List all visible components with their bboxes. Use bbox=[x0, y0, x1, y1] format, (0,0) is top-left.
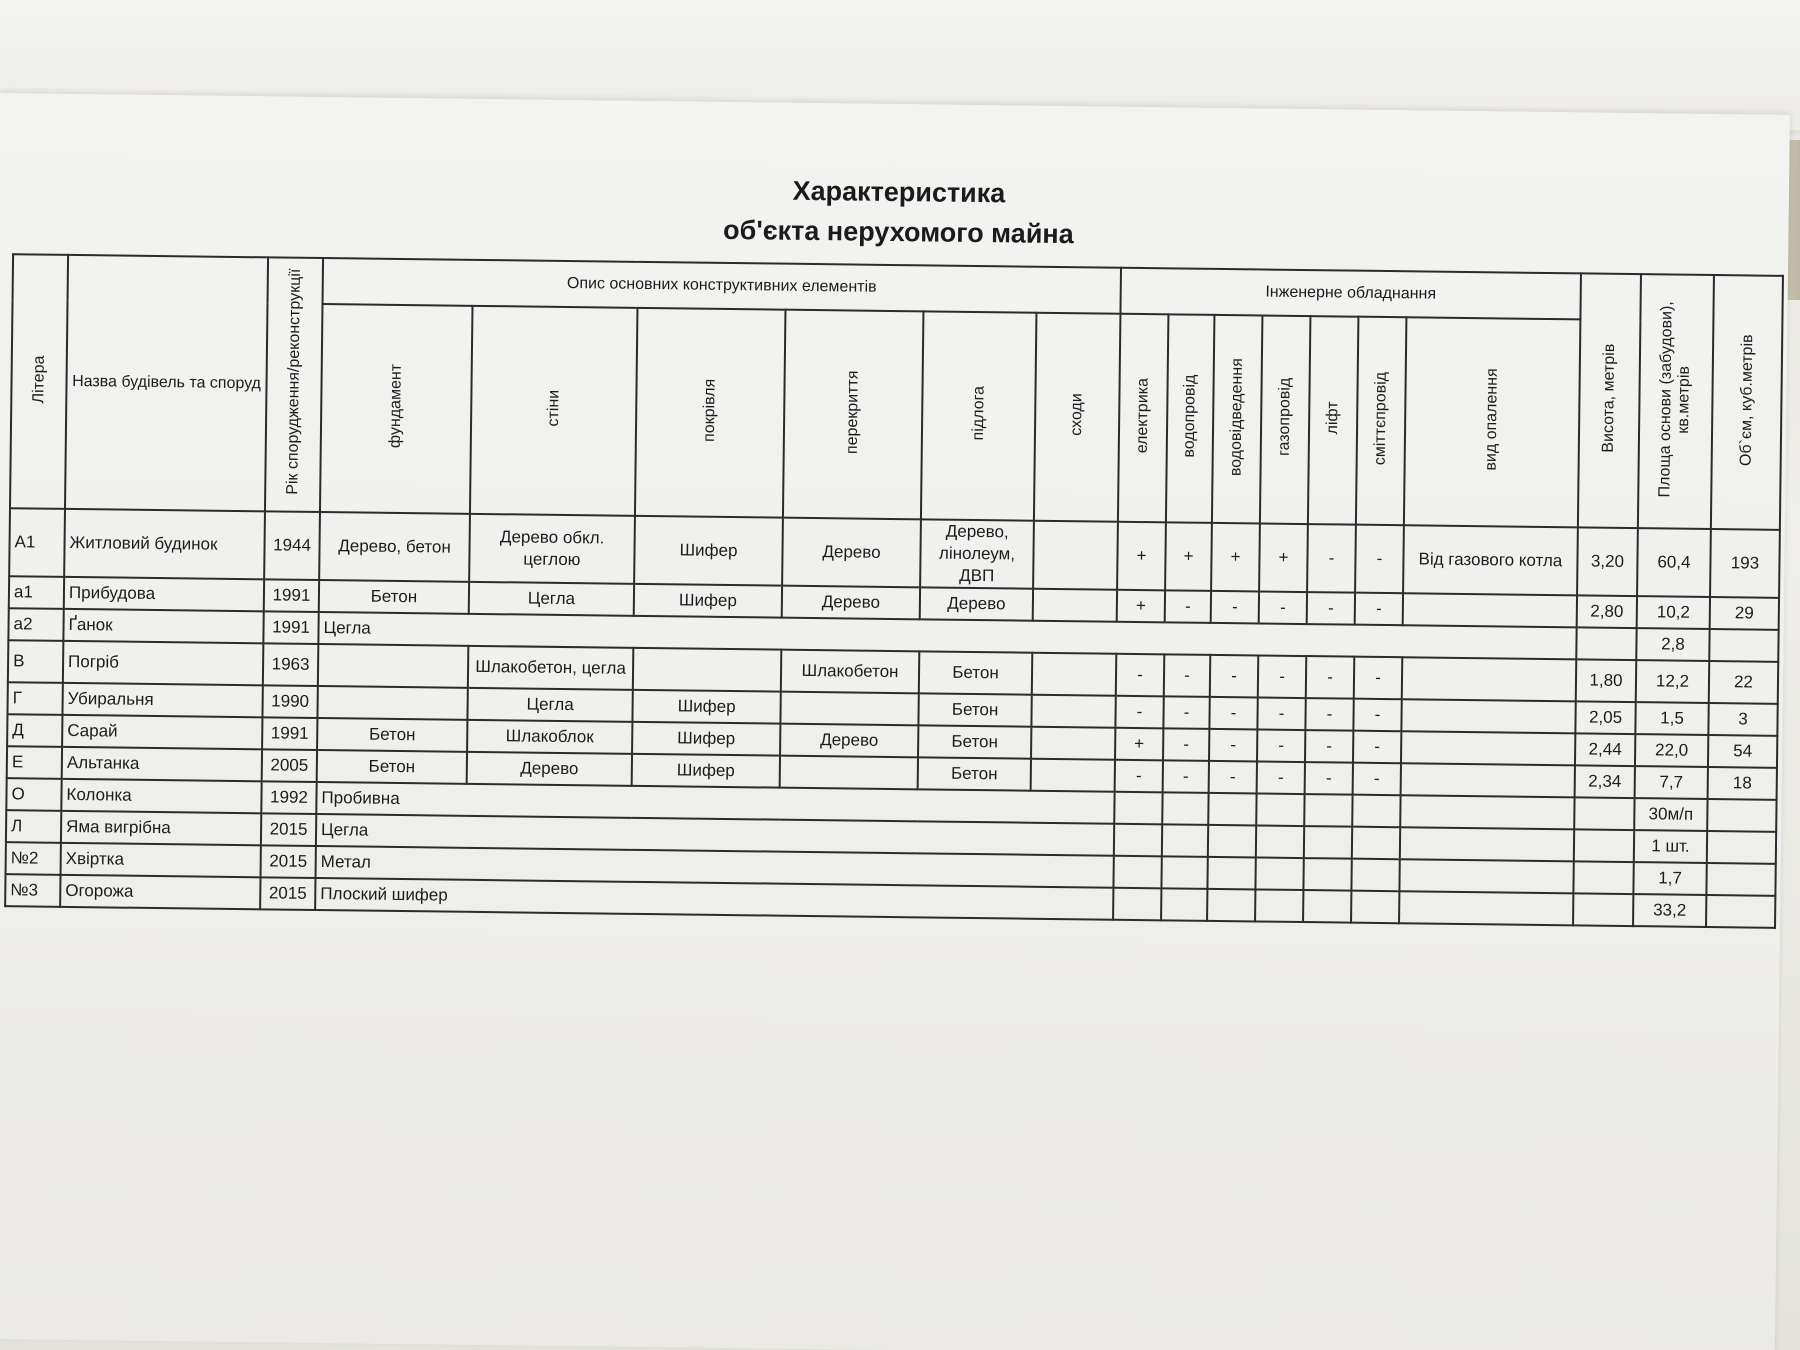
cell-floor: Бетон bbox=[918, 757, 1031, 790]
cell-height: 1,80 bbox=[1576, 659, 1637, 702]
header-lift: ліфт bbox=[1308, 316, 1359, 525]
cell-empty bbox=[1161, 856, 1207, 889]
cell-merged-description: Метал bbox=[316, 846, 1114, 888]
cell-name: Житловий будинок bbox=[64, 509, 265, 579]
cell-garbage: - bbox=[1355, 525, 1404, 594]
cell-water: - bbox=[1163, 728, 1209, 761]
cell-empty bbox=[1399, 891, 1573, 925]
cell-year: 2005 bbox=[262, 749, 317, 782]
cell-stairs bbox=[1031, 727, 1115, 760]
cell-water: - bbox=[1163, 696, 1209, 729]
header-heating: вид опалення bbox=[1404, 317, 1581, 527]
cell-stairs bbox=[1033, 521, 1118, 590]
cell-empty bbox=[1256, 793, 1304, 826]
cell-ceiling: Дерево bbox=[780, 724, 918, 758]
cell-litera: а2 bbox=[8, 608, 63, 641]
cell-name: Хвіртка bbox=[61, 843, 261, 877]
cell-empty bbox=[1400, 827, 1574, 861]
cell-merged-description: Плоский шифер bbox=[315, 878, 1113, 920]
cell-floor: Бетон bbox=[918, 693, 1031, 726]
cell-empty bbox=[1114, 792, 1162, 825]
cell-year: 2015 bbox=[261, 845, 316, 878]
cell-roof: Шифер bbox=[632, 754, 780, 788]
cell-sewer: - bbox=[1209, 761, 1257, 794]
cell-year: 2015 bbox=[260, 877, 315, 910]
cell-volume bbox=[1707, 799, 1776, 832]
cell-area: 1,5 bbox=[1635, 702, 1708, 735]
cell-empty bbox=[1256, 825, 1304, 858]
cell-litera: О bbox=[6, 778, 61, 811]
header-floor: підлога bbox=[921, 311, 1037, 520]
cell-year: 1991 bbox=[264, 579, 319, 612]
cell-area: 33,2 bbox=[1633, 894, 1706, 927]
cell-name: Яма вигрібна bbox=[61, 811, 261, 845]
header-walls: стіни bbox=[470, 306, 638, 516]
cell-litera: Л bbox=[6, 810, 61, 843]
cell-empty bbox=[1304, 794, 1352, 827]
cell-empty bbox=[1113, 888, 1161, 921]
cell-lift: - bbox=[1307, 524, 1356, 593]
cell-empty bbox=[1207, 857, 1255, 890]
cell-litera: В bbox=[8, 640, 64, 683]
cell-area: 30м/п bbox=[1634, 798, 1707, 831]
cell-empty bbox=[1255, 857, 1303, 890]
cell-gas: + bbox=[1259, 523, 1308, 592]
header-construct-group: Опис основних конструктивних елементів bbox=[323, 258, 1122, 314]
document-page bbox=[0, 93, 1790, 1350]
cell-litera: Г bbox=[7, 682, 62, 715]
cell-garbage: - bbox=[1355, 593, 1403, 626]
cell-stairs bbox=[1031, 759, 1115, 792]
cell-floor: Бетон bbox=[918, 725, 1031, 758]
cell-area: 12,2 bbox=[1636, 660, 1710, 703]
cell-height: 2,34 bbox=[1575, 765, 1635, 798]
cell-electric: - bbox=[1116, 654, 1165, 697]
cell-sewer: - bbox=[1210, 655, 1259, 698]
header-year: Рік спорудження/реконструкції bbox=[265, 257, 323, 512]
cell-walls: Шлакоблок bbox=[467, 720, 632, 754]
cell-sewer: + bbox=[1211, 523, 1260, 592]
cell-garbage: - bbox=[1353, 699, 1401, 732]
cell-empty bbox=[1208, 825, 1256, 858]
cell-heating bbox=[1403, 593, 1577, 627]
cell-empty bbox=[1351, 859, 1399, 892]
cell-litera: №2 bbox=[6, 842, 61, 875]
cell-lift: - bbox=[1305, 698, 1353, 731]
cell-year: 1991 bbox=[262, 717, 317, 750]
cell-water: - bbox=[1164, 654, 1211, 697]
cell-merged-description: Цегла bbox=[316, 814, 1114, 856]
header-ceiling: перекриття bbox=[783, 310, 924, 520]
cell-year: 2015 bbox=[261, 813, 316, 846]
cell-floor: Бетон bbox=[919, 651, 1033, 694]
cell-roof: Шифер bbox=[632, 690, 780, 724]
cell-area: 22,0 bbox=[1635, 734, 1708, 767]
cell-heating bbox=[1401, 763, 1575, 797]
cell-sewer: - bbox=[1209, 697, 1257, 730]
cell-roof: Шифер bbox=[634, 584, 782, 618]
header-water: водопровід bbox=[1166, 314, 1215, 523]
cell-roof: Шифер bbox=[634, 516, 783, 586]
cell-foundation: Бетон bbox=[317, 718, 467, 752]
cell-empty bbox=[1351, 891, 1399, 924]
cell-year: 1992 bbox=[261, 781, 316, 814]
cell-gas: - bbox=[1258, 655, 1307, 698]
cell-heating bbox=[1401, 731, 1575, 765]
cell-lift: - bbox=[1307, 592, 1355, 625]
cell-area: 60,4 bbox=[1637, 528, 1711, 597]
cell-name: Убиральня bbox=[62, 683, 262, 717]
header-foundation: фундамент bbox=[320, 304, 473, 514]
cell-foundation: Бетон bbox=[319, 580, 469, 614]
cell-walls: Дерево bbox=[467, 752, 632, 786]
cell-electric: + bbox=[1117, 590, 1165, 623]
cell-electric: - bbox=[1115, 696, 1163, 729]
cell-gas: - bbox=[1257, 729, 1305, 762]
cell-name: Сарай bbox=[62, 715, 262, 749]
cell-ceiling bbox=[780, 756, 918, 790]
cell-walls: Дерево обкл. цеглою bbox=[469, 514, 635, 584]
cell-ceiling bbox=[780, 692, 918, 726]
cell-empty bbox=[1207, 889, 1255, 922]
cell-water: - bbox=[1163, 760, 1209, 793]
cell-empty bbox=[1255, 889, 1303, 922]
cell-area: 1 шт. bbox=[1634, 830, 1707, 863]
header-gas: газопровід bbox=[1260, 316, 1311, 525]
cell-lift: - bbox=[1305, 762, 1353, 795]
cell-empty bbox=[1161, 888, 1207, 921]
header-area: Площа основи (забудови), кв.метрів bbox=[1638, 274, 1714, 529]
cell-electric: + bbox=[1115, 728, 1163, 761]
cell-year: 1990 bbox=[262, 685, 317, 718]
cell-name: Прибудова bbox=[64, 577, 264, 611]
cell-volume bbox=[1706, 863, 1775, 896]
cell-height bbox=[1573, 861, 1633, 894]
cell-year: 1963 bbox=[263, 643, 319, 686]
document-subtitle: об'єкта нерухомого майна bbox=[722, 214, 1074, 250]
cell-foundation bbox=[318, 644, 469, 688]
cell-sewer: - bbox=[1211, 591, 1259, 624]
cell-empty bbox=[1303, 890, 1351, 923]
cell-roof: Шифер bbox=[632, 722, 780, 756]
cell-empty bbox=[1114, 824, 1162, 857]
cell-gas: - bbox=[1257, 761, 1305, 794]
cell-volume: 54 bbox=[1708, 735, 1777, 768]
header-litera: Літера bbox=[10, 254, 68, 509]
cell-empty bbox=[1399, 859, 1573, 893]
header-name: Назва будівель та споруд bbox=[65, 255, 268, 511]
cell-garbage: - bbox=[1353, 731, 1401, 764]
cell-gas: - bbox=[1259, 591, 1307, 624]
cell-floor: Дерево, лінолеум, ДВП bbox=[920, 519, 1034, 588]
cell-garbage: - bbox=[1353, 763, 1401, 796]
cell-walls: Шлакобетон, цегла bbox=[468, 646, 634, 690]
cell-volume: 29 bbox=[1710, 597, 1779, 630]
cell-volume: 3 bbox=[1708, 703, 1777, 736]
header-roof: покрівля bbox=[635, 308, 786, 518]
cell-lift: - bbox=[1306, 656, 1355, 699]
header-stairs: сходи bbox=[1034, 313, 1121, 522]
cell-electric: + bbox=[1117, 522, 1166, 591]
cell-empty bbox=[1304, 826, 1352, 859]
cell-area: 7,7 bbox=[1635, 766, 1708, 799]
cell-height: 2,44 bbox=[1575, 733, 1635, 766]
cell-water: + bbox=[1165, 522, 1212, 591]
cell-ceiling: Дерево bbox=[782, 518, 921, 588]
cell-empty bbox=[1113, 856, 1161, 889]
cell-stairs bbox=[1031, 695, 1115, 728]
document-title: Характеристика bbox=[792, 175, 1006, 209]
cell-name: Колонка bbox=[61, 779, 261, 813]
cell-area: 2,8 bbox=[1636, 628, 1709, 661]
header-electric: електрика bbox=[1118, 314, 1169, 523]
cell-foundation: Дерево, бетон bbox=[319, 512, 470, 582]
cell-foundation bbox=[317, 686, 467, 720]
cell-gas: - bbox=[1257, 697, 1305, 730]
cell-height bbox=[1574, 797, 1634, 830]
cell-empty bbox=[1352, 827, 1400, 860]
cell-litera: Е bbox=[7, 746, 62, 779]
property-characteristics-table bbox=[4, 253, 1784, 929]
header-sewer: водовідведення bbox=[1212, 315, 1263, 524]
cell-ceiling: Дерево bbox=[782, 586, 920, 620]
cell-heating bbox=[1401, 699, 1575, 733]
cell-empty bbox=[1162, 824, 1208, 857]
cell-name: Погріб bbox=[63, 641, 263, 685]
cell-name: Альтанка bbox=[62, 747, 262, 781]
cell-height: 3,20 bbox=[1577, 527, 1638, 596]
cell-stairs bbox=[1032, 653, 1117, 696]
cell-height: 2,05 bbox=[1575, 701, 1635, 734]
cell-year: 1944 bbox=[264, 511, 320, 580]
cell-volume: 193 bbox=[1710, 529, 1780, 598]
cell-litera: Д bbox=[7, 714, 62, 747]
cell-name: Огорожа bbox=[60, 875, 260, 909]
cell-litera: А1 bbox=[9, 508, 65, 577]
cell-volume bbox=[1706, 895, 1775, 928]
cell-area: 1,7 bbox=[1633, 862, 1706, 895]
header-volume: Об`єм, куб.метрів bbox=[1711, 275, 1783, 530]
cell-height: 2,80 bbox=[1577, 595, 1637, 628]
cell-walls: Цегла bbox=[469, 582, 634, 616]
cell-ceiling: Шлакобетон bbox=[781, 650, 920, 694]
cell-empty bbox=[1162, 792, 1208, 825]
cell-empty bbox=[1352, 795, 1400, 828]
cell-volume bbox=[1709, 629, 1778, 662]
cell-height bbox=[1576, 627, 1636, 660]
cell-foundation: Бетон bbox=[317, 750, 467, 784]
cell-roof bbox=[633, 648, 782, 692]
header-height: Висота, метрів bbox=[1578, 273, 1641, 528]
cell-electric: - bbox=[1115, 760, 1163, 793]
cell-sewer: - bbox=[1209, 729, 1257, 762]
cell-area: 10,2 bbox=[1637, 596, 1710, 629]
cell-heating bbox=[1402, 657, 1577, 701]
cell-litera: №3 bbox=[5, 874, 60, 907]
cell-walls: Цегла bbox=[467, 688, 632, 722]
cell-water: - bbox=[1165, 590, 1211, 623]
cell-year: 1991 bbox=[263, 611, 318, 644]
cell-volume: 22 bbox=[1709, 661, 1779, 704]
cell-volume bbox=[1707, 831, 1776, 864]
cell-empty bbox=[1400, 795, 1574, 829]
cell-volume: 18 bbox=[1708, 767, 1777, 800]
cell-empty bbox=[1303, 858, 1351, 891]
cell-lift: - bbox=[1305, 730, 1353, 763]
cell-heating: Від газового котла bbox=[1403, 525, 1578, 595]
cell-empty bbox=[1208, 793, 1256, 826]
cell-litera: а1 bbox=[9, 576, 64, 609]
cell-merged-description: Пробивна bbox=[316, 782, 1114, 824]
cell-name: Ґанок bbox=[63, 609, 263, 643]
cell-stairs bbox=[1033, 589, 1117, 622]
header-engineering-group: Інженерне обладнання bbox=[1120, 268, 1581, 320]
cell-height bbox=[1574, 829, 1634, 862]
header-garbage: сміттєпровід bbox=[1356, 317, 1407, 526]
cell-floor: Дерево bbox=[920, 587, 1033, 620]
cell-merged-description: Цегла bbox=[318, 612, 1576, 659]
cell-garbage: - bbox=[1354, 657, 1403, 700]
cell-height bbox=[1573, 893, 1633, 926]
